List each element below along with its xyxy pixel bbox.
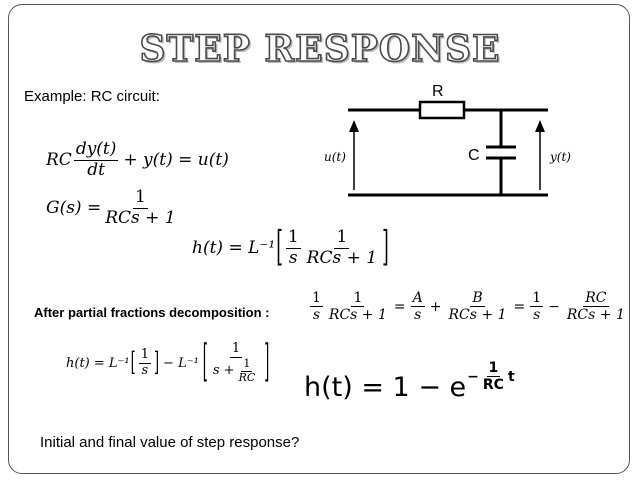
impulse-frac1: [286, 228, 301, 268]
result-exp-minus: −: [467, 368, 479, 385]
pf-b-den: RCs + 1: [328, 307, 387, 324]
pf-c-den: s: [414, 307, 422, 324]
inverse-f2-num: 1: [231, 341, 241, 356]
ode-rest: + y(t) = u(t): [123, 150, 229, 171]
output-arrow-head: [535, 120, 545, 132]
capacitor-label: C: [468, 147, 480, 164]
inverse-frac1: [139, 348, 151, 379]
example-label: Example: RC circuit:: [24, 88, 160, 105]
slide-title: STEP RESPONSE: [139, 28, 501, 70]
ode-num: dy(t): [75, 139, 117, 159]
inverse-f2-den: [211, 358, 261, 384]
pf-f-den: RCs + 1: [566, 307, 625, 324]
inverse-left-bracket-1: [: [130, 348, 136, 379]
pf-a-den: s: [312, 307, 321, 324]
inverse-left-bracket-2: [: [202, 337, 208, 389]
pf-d: [447, 290, 509, 323]
impulse-f1-den: s: [288, 247, 298, 268]
pf-b-num: 1: [353, 290, 363, 306]
pf-minus: −: [548, 298, 560, 315]
output-label: y(t): [550, 150, 571, 164]
impulse-f2-num: 1: [336, 227, 348, 247]
transfer-frac: [103, 188, 177, 228]
transfer-num: 1: [135, 187, 146, 207]
pf-a: [310, 290, 323, 323]
resistor-label: R: [432, 83, 444, 100]
pf-e: [530, 290, 543, 323]
impulse-f2-den: RCs + 1: [306, 247, 378, 268]
input-arrow-head: [349, 120, 359, 132]
ode-derivative: [74, 140, 119, 180]
partial-fraction-equation: [308, 290, 629, 323]
rc-circuit-diagram: [318, 82, 578, 207]
step-laplace-equation: [192, 224, 390, 273]
impulse-lhs: h(t) = L⁻¹: [192, 238, 276, 259]
pf-eq2: =: [513, 298, 526, 315]
pf-c-num: A: [412, 290, 423, 306]
impulse-frac2: [305, 228, 379, 268]
result-exp-num: 1: [488, 360, 499, 376]
inverse-right-bracket-1: ]: [153, 348, 160, 379]
pf-e-den: s: [533, 307, 541, 324]
result-lhs: h(t) = 1 − e: [304, 372, 467, 403]
impulse-f1-num: 1: [287, 227, 299, 247]
pf-d-den: RCs + 1: [448, 307, 507, 324]
ode-den: dt: [87, 159, 105, 180]
ode-equation: [46, 140, 229, 180]
pf-e-num: 1: [532, 290, 542, 306]
pf-a-num: 1: [312, 290, 321, 306]
inverse-f2-den-prefix: s +: [212, 362, 235, 378]
pf-eq1: =: [393, 298, 406, 315]
inverse-f1-den: s: [141, 362, 149, 378]
inverse-inner-frac: [237, 358, 258, 384]
inverse-inner-num: 1: [243, 356, 251, 370]
transfer-den: RCs + 1: [105, 207, 176, 228]
result-exp-t: t: [507, 368, 515, 385]
pf-c: [411, 290, 425, 323]
step-response-result: [304, 360, 515, 403]
input-label: u(t): [324, 150, 346, 164]
inverse-lhs: h(t) = L⁻¹: [66, 355, 130, 371]
pf-f: [565, 290, 627, 323]
left-bracket: [: [276, 224, 283, 273]
inverse-minus: − L⁻¹: [163, 355, 199, 371]
question-text: Initial and final value of step response?: [40, 434, 300, 451]
result-exp-den: RC: [482, 377, 504, 394]
pf-b: [327, 290, 389, 323]
pf-d-num: B: [472, 290, 483, 306]
partial-fractions-label: After partial fractions decomposition :: [34, 305, 270, 320]
inverse-right-bracket-2: ]: [264, 337, 270, 389]
transfer-function: [46, 188, 180, 228]
ode-prefix: RC: [46, 150, 72, 171]
pf-plus: +: [429, 298, 442, 315]
transfer-lhs: G(s) =: [46, 198, 102, 219]
result-exp-frac: [481, 360, 506, 393]
pf-f-num: RC: [585, 290, 607, 306]
inverse-frac2: [211, 342, 261, 384]
inverse-f1-num: 1: [140, 346, 149, 362]
inverse-laplace-equation: [66, 337, 270, 389]
result-exponent: [467, 360, 515, 393]
inverse-inner-den: RC: [238, 370, 256, 384]
right-bracket: ]: [382, 224, 389, 273]
resistor-symbol: [420, 102, 464, 118]
